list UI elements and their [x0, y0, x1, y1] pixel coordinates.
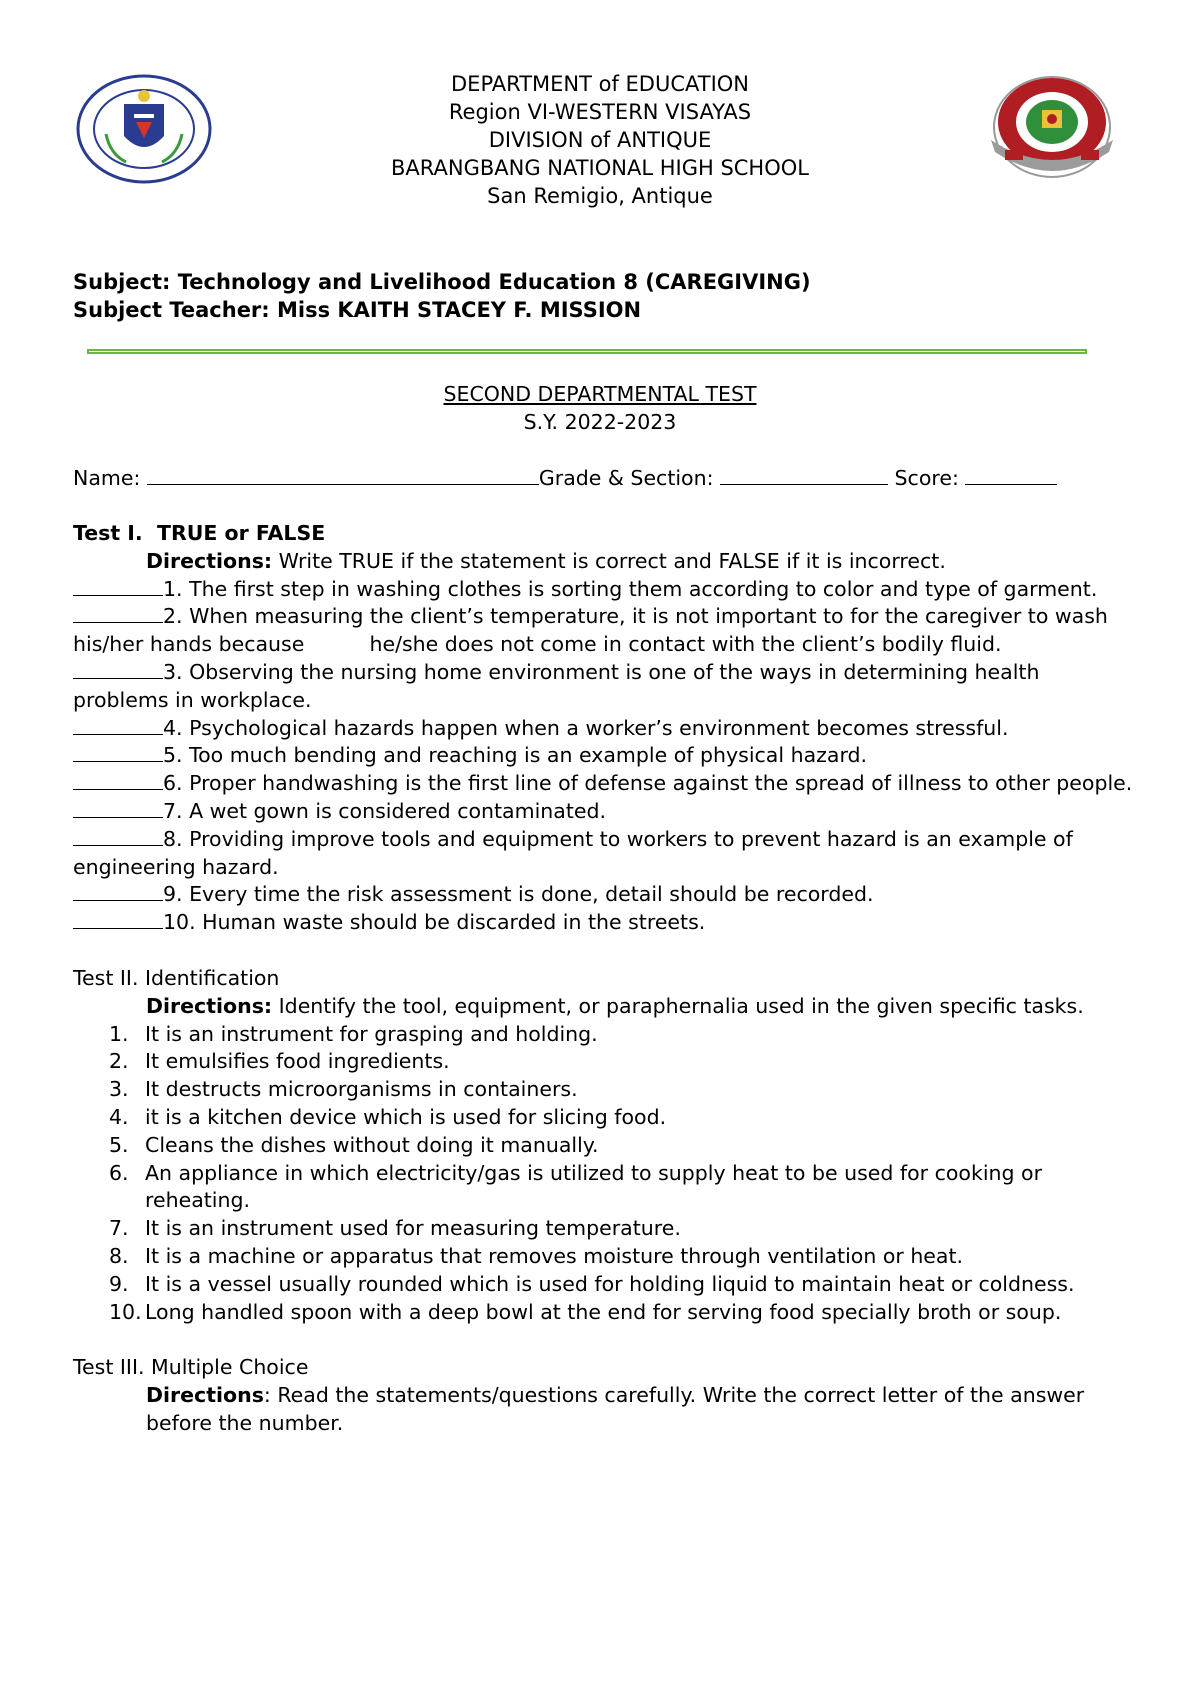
true-false-item [73, 881, 1133, 909]
true-false-item [73, 715, 1133, 743]
answer-blank[interactable] [73, 882, 163, 901]
department-name: DEPARTMENT of EDUCATION [451, 72, 749, 96]
answer-blank[interactable] [73, 771, 163, 790]
identification-item [73, 1021, 1133, 1049]
subject-line: Subject: Technology and Livelihood Education 8 (CAREGIVING) [73, 270, 811, 294]
test2-items [73, 1021, 1133, 1327]
true-false-item [73, 603, 1133, 659]
identification-item [73, 1048, 1133, 1076]
item-text: It destructs microorganisms in containers. [145, 1077, 578, 1102]
student-info-line [73, 464, 1057, 492]
statement-text: 2. When measuring the client’s temperature, it is not important to for the caregiver to wash his/her hands because he/she does not come in contact with the client’s bodily fluid. [73, 604, 1115, 657]
statement-text: 9. Every time the risk assessment is done, detail should be recorded. [163, 882, 874, 907]
name-label: Name: [73, 466, 147, 490]
item-text: It emulsifies food ingredients. [145, 1049, 450, 1074]
statement-text: 10. Human waste should be discarded in the streets. [163, 910, 706, 935]
item-text: It is an instrument for grasping and holding. [145, 1021, 598, 1046]
item-number: 5. [109, 1132, 129, 1157]
answer-blank[interactable] [73, 577, 163, 596]
item-text: Cleans the dishes without doing it manually. [145, 1132, 599, 1157]
test2-heading: Test II. Identification [73, 965, 280, 990]
school-address: San Remigio, Antique [487, 184, 713, 208]
item-number: 7. [109, 1216, 129, 1241]
directions-label: Directions: [146, 993, 273, 1018]
answer-blank[interactable] [73, 743, 163, 762]
identification-item [73, 1104, 1133, 1132]
directions-text: Write TRUE if the statement is correct and FALSE if it is incorrect. [272, 548, 946, 573]
region-name: Region VI-WESTERN VISAYAS [448, 100, 752, 124]
teacher-line: Subject Teacher: Miss KAITH STACEY F. MISSION [73, 298, 642, 322]
true-false-item [73, 826, 1133, 882]
true-false-item [73, 659, 1133, 715]
statement-text: 5. Too much bending and reaching is an example of physical hazard. [163, 743, 868, 768]
test-title: SECOND DEPARTMENTAL TEST [443, 382, 757, 406]
grade-section-field[interactable] [720, 464, 888, 485]
statement-text: 1. The first step in washing clothes is sorting them according to color and type of garment. [163, 576, 1098, 601]
subject-info [73, 268, 811, 324]
school-year: S.Y. 2022-2023 [523, 410, 677, 434]
answer-blank[interactable] [73, 660, 163, 679]
test2-directions [73, 993, 1133, 1021]
identification-item [73, 1076, 1133, 1104]
score-field[interactable] [965, 464, 1057, 485]
item-text: it is a kitchen device which is used for slicing food. [145, 1104, 667, 1129]
identification-item [73, 1160, 1133, 1216]
test-content [73, 520, 1133, 1438]
school-header [0, 70, 1200, 210]
identification-item [73, 1132, 1133, 1160]
item-number: 10. [109, 1299, 142, 1324]
item-text: An appliance in which electricity/gas is utilized to supply heat to be used for cooking or reheating. [145, 1160, 1043, 1213]
name-field[interactable] [147, 464, 539, 485]
score-label: Score: [888, 466, 966, 490]
directions-label: Directions: [146, 548, 273, 573]
answer-blank[interactable] [73, 827, 163, 846]
identification-item [73, 1271, 1133, 1299]
statement-text: 8. Providing improve tools and equipment to workers to prevent hazard is an example of engineering hazard. [73, 826, 1080, 879]
test1-heading: Test I. TRUE or FALSE [73, 521, 326, 545]
item-text: It is an instrument used for measuring temperature. [145, 1216, 681, 1241]
test1-directions [73, 548, 1133, 576]
true-false-item [73, 576, 1133, 604]
item-number: 8. [109, 1243, 129, 1268]
identification-item [73, 1243, 1133, 1271]
item-text: It is a machine or apparatus that removes moisture through ventilation or heat. [145, 1243, 964, 1268]
directions-text: : Read the statements/questions carefully. Write the correct letter of the answer before the number. [146, 1383, 1085, 1435]
statement-text: 7. A wet gown is considered contaminated. [163, 798, 607, 823]
item-text: It is a vessel usually rounded which is used for holding liquid to maintain heat or coldness. [145, 1271, 1075, 1296]
identification-item [73, 1215, 1133, 1243]
true-false-item [73, 742, 1133, 770]
answer-blank[interactable] [73, 910, 163, 929]
answer-blank[interactable] [73, 799, 163, 818]
directions-label: Directions [146, 1383, 264, 1408]
true-false-item [73, 770, 1133, 798]
grade-section-label: Grade & Section: [538, 466, 721, 490]
item-number: 6. [109, 1160, 129, 1185]
statement-text: 6. Proper handwashing is the first line of defense against the spread of illness to other people. [163, 771, 1133, 796]
item-number: 3. [109, 1077, 129, 1102]
school-name: BARANGBANG NATIONAL HIGH SCHOOL [390, 156, 809, 180]
item-text: Long handled spoon with a deep bowl at the end for serving food specially broth or soup. [145, 1299, 1062, 1324]
division-name: DIVISION of ANTIQUE [488, 128, 712, 152]
true-false-item [73, 909, 1133, 937]
answer-blank[interactable] [73, 604, 163, 623]
item-number: 4. [109, 1104, 129, 1129]
test-title-block [0, 380, 1200, 436]
directions-text: Identify the tool, equipment, or paraphernalia used in the given specific tasks. [272, 993, 1084, 1018]
item-number: 9. [109, 1271, 129, 1296]
test1-items [73, 576, 1133, 937]
statement-text: 4. Psychological hazards happen when a worker’s environment becomes stressful. [163, 715, 1009, 740]
divider-rule [87, 349, 1087, 354]
test3-directions [73, 1382, 1133, 1438]
identification-item [73, 1299, 1133, 1327]
item-number: 2. [109, 1049, 129, 1074]
answer-blank[interactable] [73, 716, 163, 735]
test3-heading: Test III. Multiple Choice [73, 1355, 309, 1380]
item-number: 1. [109, 1021, 129, 1046]
statement-text: 3. Observing the nursing home environment is one of the ways in determining health problems in workplace. [73, 659, 1046, 712]
true-false-item [73, 798, 1133, 826]
